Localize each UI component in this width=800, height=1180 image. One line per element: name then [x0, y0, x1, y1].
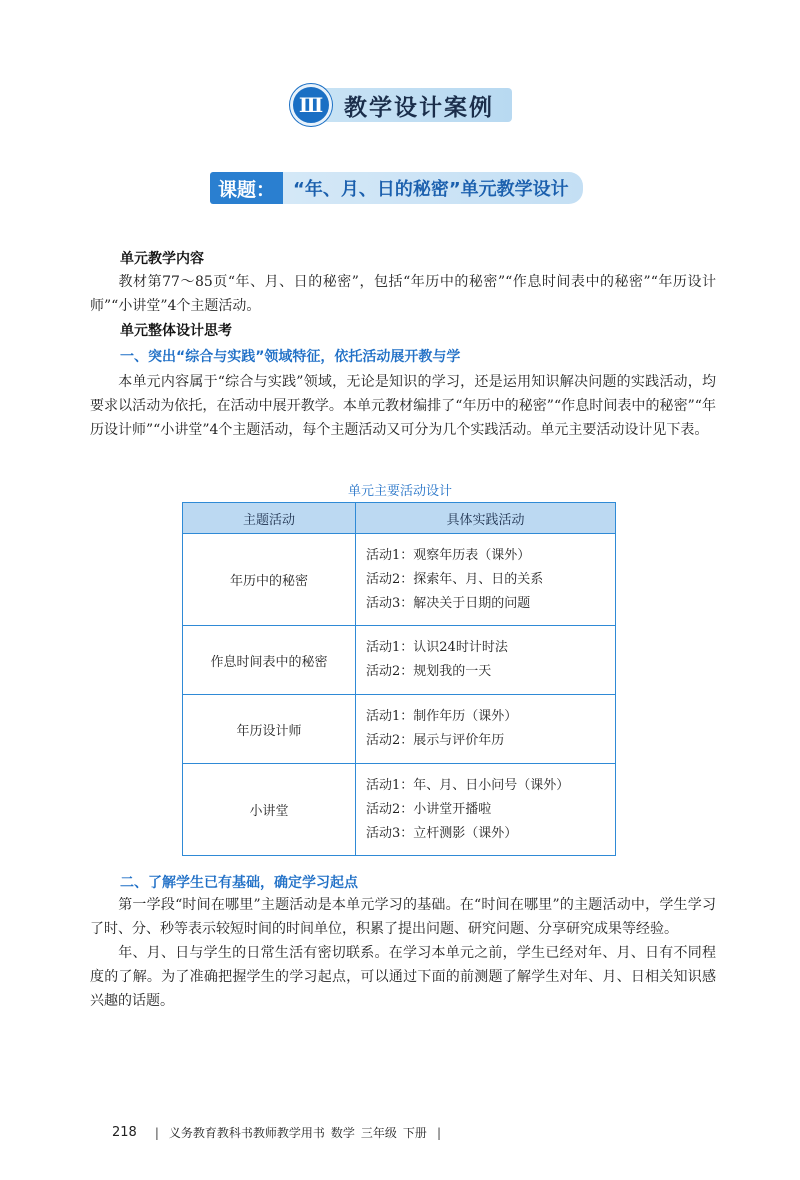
- table-header-theme: 主题活动: [183, 503, 356, 534]
- table-row: [183, 695, 616, 764]
- table-header-activities: 具体实践活动: [356, 503, 616, 534]
- heading-unit-design: 单元整体设计思考: [120, 323, 232, 339]
- page-number: 218: [112, 1125, 137, 1140]
- table-cell-activities: [356, 695, 616, 764]
- activity-table: [182, 502, 616, 856]
- activity-item: 活动1：认识24时计时法: [366, 640, 508, 655]
- page-footer: [112, 1124, 445, 1141]
- activity-item: 活动1：年、月、日小问号（课外）: [366, 777, 570, 793]
- activity-item: 活动2：规划我的一天: [366, 664, 492, 679]
- table-cell-theme: 作息时间表中的秘密: [183, 626, 356, 695]
- lesson-tag: 课题：: [210, 172, 283, 204]
- heading-unit-content: 单元教学内容: [120, 251, 204, 267]
- activity-item: 活动2：展示与评价年历: [366, 733, 505, 748]
- table-cell-theme: 小讲堂: [183, 764, 356, 856]
- table-cell-theme: 年历中的秘密: [183, 534, 356, 626]
- footer-book-title: 义务教育教科书教师教学用书: [168, 1126, 325, 1140]
- table-cell-activities: [356, 534, 616, 626]
- paragraph-design-1: [90, 370, 716, 442]
- paragraph-text: 本单元内容属于“综合与实践”领域，无论是知识的学习，还是运用知识解决问题的实践活动，均要求以活动为依托，在活动中展开教学。本单元教材编排了“年历中的秘密”“作息时间表中的秘密”“年历设计师”“小讲堂”4个主题活动，每个主题活动又可分为几个实践活动。单元主要活动设计见下表。: [90, 374, 716, 438]
- table-cell-theme: 年历设计师: [183, 695, 356, 764]
- paragraph-basis-2: [90, 941, 716, 1013]
- paragraph-text: 年、月、日与学生的日常生活有密切联系。在学习本单元之前，学生已经对年、月、日有不同程度的了解。为了准确把握学生的学习起点，可以通过下面的前测题了解学生对年、月、日相关知识感兴趣的话题。: [90, 945, 716, 1009]
- activity-item: 活动1：观察年历表（课外）: [366, 547, 531, 563]
- table-cell-activities: [356, 626, 616, 695]
- footer-grade: 三年级: [360, 1126, 397, 1140]
- lesson-title-banner: [210, 172, 583, 204]
- table-caption: 单元主要活动设计: [347, 484, 452, 499]
- table-cell-activities: [356, 764, 616, 856]
- subheading-2: 二、了解学生已有基础，确定学习起点: [120, 875, 358, 891]
- section-number-badge: Ⅲ: [290, 84, 332, 126]
- footer-divider: |: [436, 1125, 441, 1140]
- activity-item: 活动1：制作年历（课外）: [366, 709, 518, 724]
- paragraph-unit-content: [90, 270, 716, 318]
- paragraph-basis-1: [90, 893, 716, 941]
- paragraph-text: 教材第77～85页“年、月、日的秘密”，包括“年历中的秘密”“作息时间表中的秘密”“年历设计师”“小讲堂”4个主题活动。: [90, 274, 716, 314]
- footer-divider: |: [154, 1125, 159, 1140]
- activity-item: 活动3：立杆测影（课外）: [366, 825, 518, 841]
- subheading-1: 一、突出“综合与实践”领域特征，依托活动展开教与学: [120, 349, 461, 365]
- footer-volume: 下册: [402, 1126, 427, 1140]
- paragraph-text: 第一学段“时间在哪里”主题活动是本单元学习的基础。在“时间在哪里”的主题活动中，学生学习了时、分、秒等表示较短时间的时间单位，积累了提出问题、研究问题、分享研究成果等经验。: [90, 897, 716, 937]
- section-title: 教学设计案例: [344, 94, 494, 121]
- activity-item: 活动3：解决关于日期的问题: [366, 595, 531, 611]
- table-row: [183, 534, 616, 626]
- lesson-title: “年、月、日的秘密”单元教学设计: [283, 172, 583, 204]
- footer-subject: 数学: [330, 1126, 355, 1140]
- table-row: [183, 626, 616, 695]
- section-header: [290, 86, 514, 124]
- activity-item: 活动2：小讲堂开播啦: [366, 801, 492, 817]
- activity-item: 活动2：探索年、月、日的关系: [366, 571, 544, 587]
- table-header-row: [183, 503, 616, 534]
- table-row: [183, 764, 616, 856]
